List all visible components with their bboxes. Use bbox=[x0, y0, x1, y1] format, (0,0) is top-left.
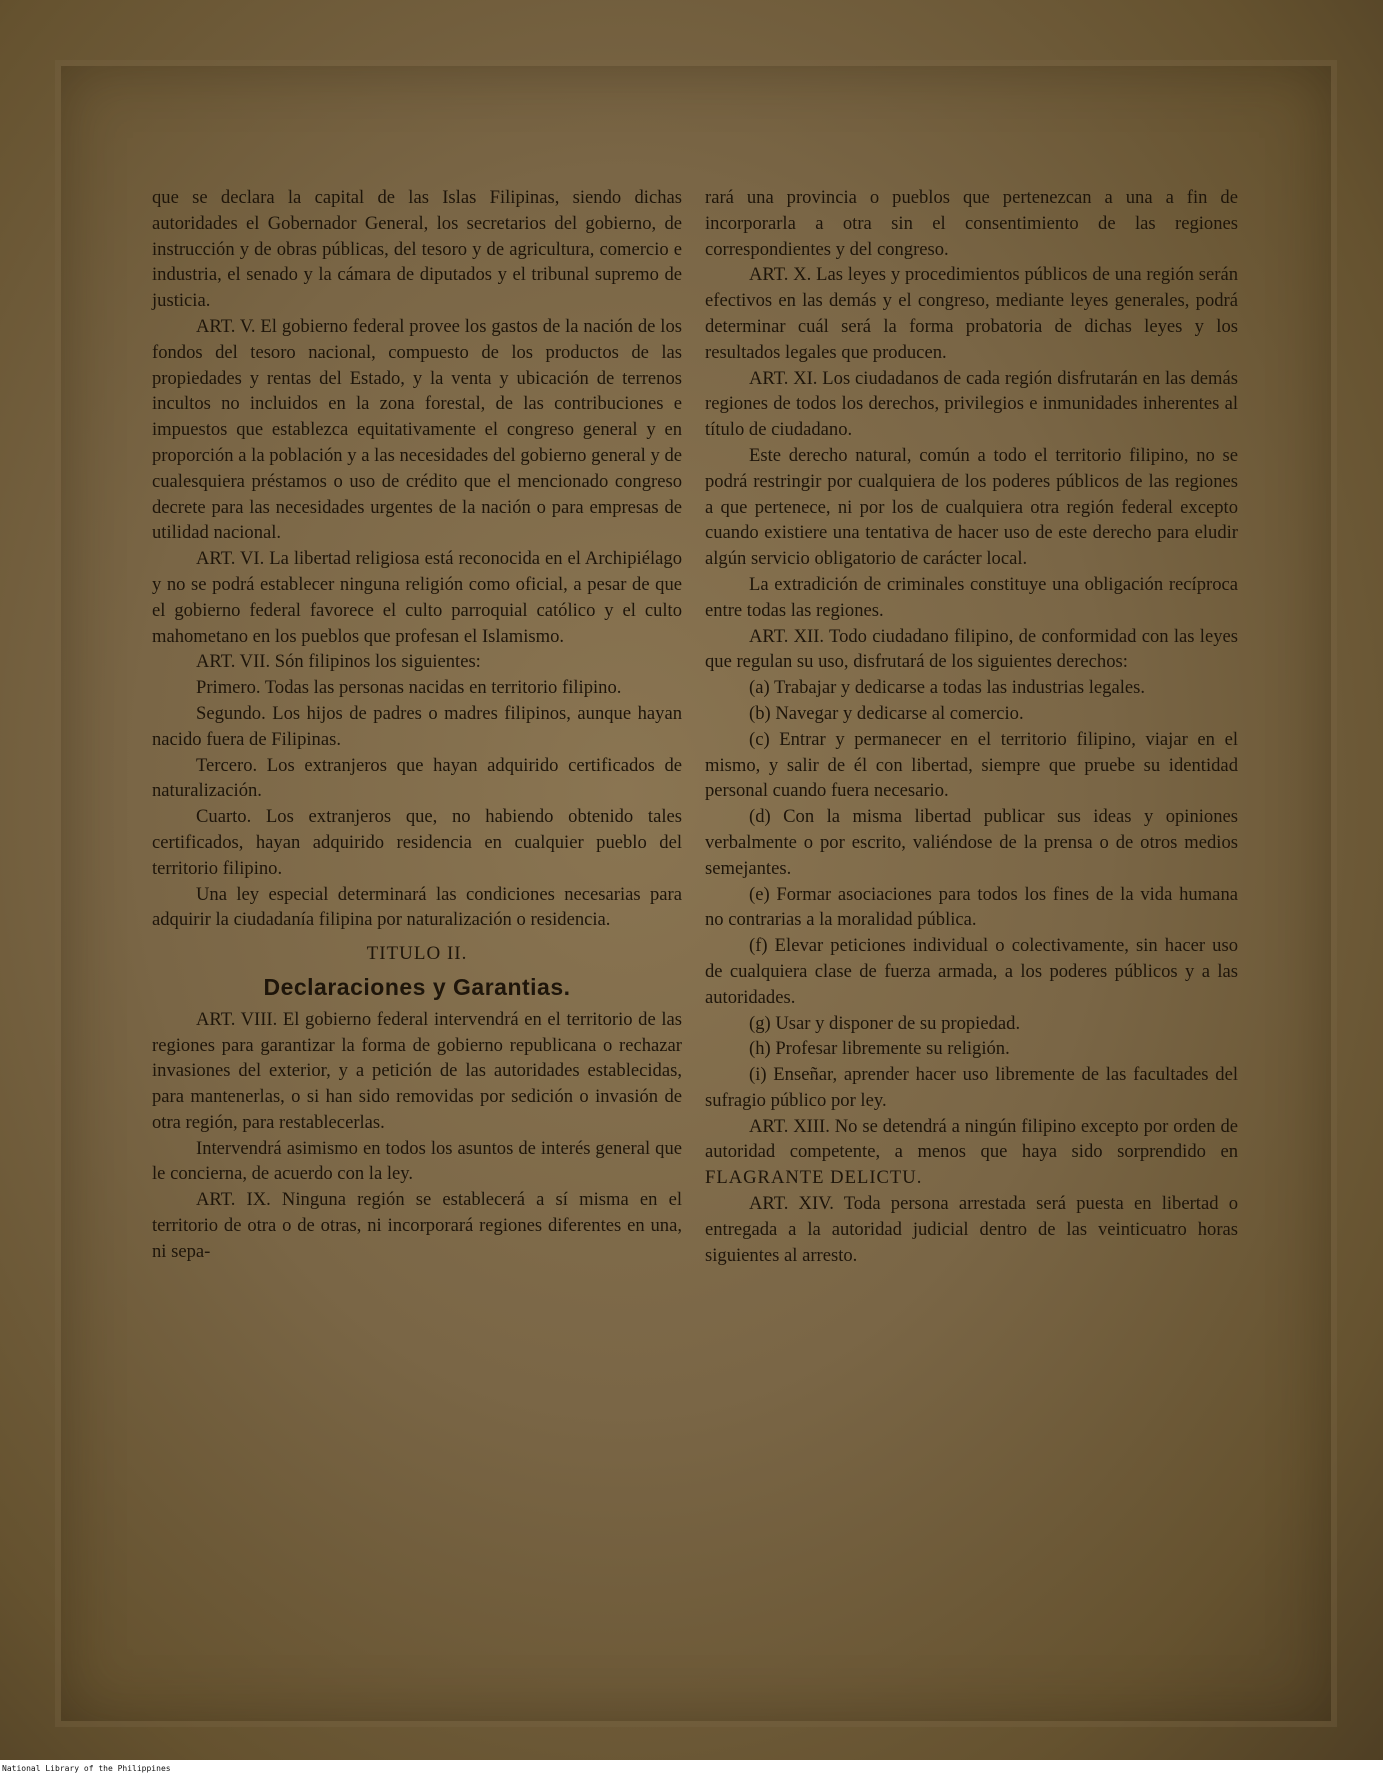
article-xiii-text: ART. XIII. No se detendrá a ningún filipino excepto por orden de autoridad competente, a menos que haya sido sorprendido en bbox=[705, 1115, 1238, 1163]
article-xi: ART. XI. Los ciudadanos de cada región disfrutarán en las demás regiones de todos los derechos, privilegios e inmunidades inherentes al título de ciudadano. bbox=[705, 367, 1238, 441]
paragraph: Cuarto. Los extranjeros que, no habiendo obtenido tales certificados, hayan adquirido residencia en cualquier pueblo del territorio filipino. bbox=[152, 806, 682, 879]
list-item: (d) Con la misma libertad publicar sus ideas y opiniones verbalmente o por escrito, valiéndose de la prensa o de otros medios semejantes. bbox=[705, 806, 1238, 879]
list-item: (e) Formar asociaciones para todos los fines de la vida humana no contrarias a la moralidad pública. bbox=[705, 883, 1238, 931]
article-ix: ART. IX. Ninguna región se establecerá a sí misma en el territorio de otra o de otras, ni incorporará regiones diferentes en una, ni sepa- bbox=[152, 1189, 682, 1262]
paragraph: rará una provincia o pueblos que pertenezcan a una a fin de incorporarla a otra sin el consentimiento de las regiones correspondientes y del congreso. bbox=[705, 187, 1238, 260]
paragraph: Intervendrá asimismo en todos los asuntos de interés general que le concierna, de acuerdo con la ley. bbox=[152, 1137, 682, 1185]
article-x: ART. X. Las leyes y procedimientos públicos de una región serán efectivos en las demás y el congreso, mediante leyes generales, podrá determinar cuál será la forma probatoria de dichas leyes y los resultados legales que producen. bbox=[705, 264, 1238, 363]
list-item: (i) Enseñar, aprender hacer uso libremente de las facultades del sufragio público por ley. bbox=[705, 1064, 1238, 1111]
paragraph: Segundo. Los hijos de padres o madres filipinos, aunque hayan nacido fuera de Filipinas. bbox=[152, 702, 682, 750]
flagrante-delictu: FLAGRANTE DELICTU. bbox=[705, 1167, 923, 1189]
paragraph: Primero. Todas las personas nacidas en territorio filipino. bbox=[196, 677, 622, 699]
article-xii: ART. XII. Todo ciudadano filipino, de conformidad con las leyes que regulan su uso, disfrutará de los siguientes derechos: bbox=[705, 625, 1238, 673]
paragraph: Tercero. Los extranjeros que hayan adquirido certificados de naturalización. bbox=[152, 754, 682, 802]
list-item: (a) Trabajar y dedicarse a todas las industrias legales. bbox=[749, 677, 1146, 699]
article-vii: ART. VII. Són filipinos los siguientes: bbox=[196, 651, 481, 673]
article-xiii bbox=[705, 1114, 1238, 1191]
list-item: (b) Navegar y dedicarse al comercio. bbox=[749, 702, 1024, 724]
list-item: (h) Profesar libremente su religión. bbox=[749, 1038, 1010, 1060]
list-item: (g) Usar y disponer de su propiedad. bbox=[749, 1012, 1021, 1034]
list-item: (f) Elevar peticiones individual o colectivamente, sin hacer uso de cualquiera clase de fuerza armada, a los poderes públicos y a las autoridades. bbox=[705, 935, 1238, 1008]
paragraph: La extradición de criminales constituye una obligación recíproca entre todas las regiones. bbox=[705, 573, 1238, 621]
section-number: TITULO II. bbox=[366, 943, 468, 965]
article-vi: ART. VI. La libertad religiosa está reconocida en el Archipiélago y no se podrá establecer ninguna religión como oficial, a pesar de que el gobierno federal favorece el culto parroquial católico y el culto mahometano en los pueblos que profesan el Islamismo. bbox=[152, 548, 682, 647]
right-column bbox=[705, 185, 1238, 1268]
section-heading: Declaraciones y Garantias. bbox=[263, 973, 571, 1000]
article-xiv: ART. XIV. Toda persona arrestada será puesta en libertad o entregada a la autoridad judicial dentro de las veinticuatro horas siguientes al arresto. bbox=[705, 1193, 1238, 1266]
library-credit: National Library of the Philippines bbox=[0, 1760, 1383, 1778]
article-v: ART. V. El gobierno federal provee los gastos de la nación de los fondos del tesoro nacional, compuesto de los productos de las propiedades y rentas del Estado, y la venta y ubicación de terrenos incultos no incluidos en la zona forestal, de las contribuciones e impuestos que establezca equitativamente el congreso general y en proporción a la población y a las necesidades del gobierno general y de cualesquiera préstamos o uso de crédito que el mencionado congreso decrete para las necesidades urgentes de la nación o para empresas de utilidad nacional. bbox=[152, 315, 682, 544]
paragraph: Este derecho natural, común a todo el territorio filipino, no se podrá restringir por cualquiera de los poderes públicos de las regiones a que pertenece, ni por los de cualquiera otra región federal excepto cuando existiere una tentativa de hacer uso de este derecho para eludir algún servicio obligatorio de carácter local. bbox=[705, 444, 1238, 570]
paragraph: Una ley especial determinará las condiciones necesarias para adquirir la ciudadanía filipina por naturalización o residencia. bbox=[152, 883, 682, 931]
left-column bbox=[152, 185, 682, 1265]
paragraph: que se declara la capital de las Islas Filipinas, siendo dichas autoridades el Gobernador General, los secretarios del gobierno, de instrucción y de obras públicas, del tesoro y de agricultura, comercio e industria, el senado y la cámara de diputados y el tribunal supremo de justicia. bbox=[152, 187, 682, 312]
list-item: (c) Entrar y permanecer en el territorio filipino, viajar en el mismo, y salir de él con libertad, siempre que pruebe su identidad personal cuando fuera necesario. bbox=[705, 728, 1238, 802]
article-viii: ART. VIII. El gobierno federal intervendrá en el territorio de las regiones para garantizar la forma de gobierno republicana o rechazar invasiones del exterior, y a petición de las autoridades establecidas, para mantenerlas, o si han sido removidas por sedición o invasión de otra región, para restablecerlas. bbox=[152, 1008, 682, 1133]
